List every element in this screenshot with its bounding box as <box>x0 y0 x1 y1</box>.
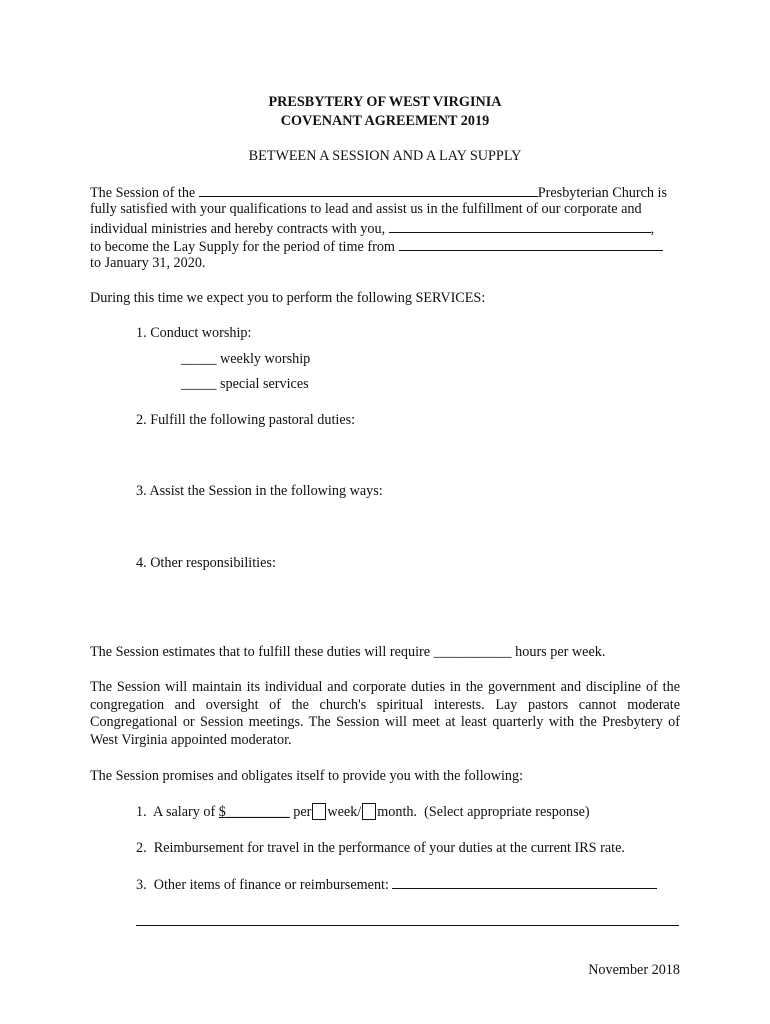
hours-line <box>90 644 605 661</box>
promise-item-3 <box>136 875 657 894</box>
hours-blank[interactable]: ___________ <box>433 644 512 660</box>
month-checkbox[interactable] <box>362 803 376 820</box>
promise-1-number: 1. <box>136 804 147 820</box>
services-item-2: 2. Fulfill the following pastoral duties: <box>136 412 356 428</box>
other-items-continuation-line[interactable] <box>136 925 679 926</box>
select-response-note: (Select appropriate response) <box>424 804 590 820</box>
services-item-1: 1. Conduct worship: <box>136 325 252 341</box>
week-label: week/ <box>327 804 362 820</box>
special-services-row <box>181 376 309 393</box>
document-org-heading: PRESBYTERY OF WEST VIRGINIA <box>268 94 502 110</box>
intro-line-1 <box>90 183 667 202</box>
intro-line-3 <box>90 219 654 238</box>
intro-session-label: The Session of the <box>90 185 196 201</box>
salary-amount-blank[interactable] <box>219 804 290 820</box>
intro-period-label: to become the Lay Supply for the period of time from <box>90 239 395 255</box>
salary-label: A salary of <box>152 804 216 820</box>
intro-comma: , <box>650 221 655 237</box>
other-items-blank[interactable] <box>392 875 657 889</box>
promise-item-1 <box>136 803 590 821</box>
footer-date: November 2018 <box>588 962 680 978</box>
travel-reimbursement-text: Reimbursement for travel in the performance of your duties at the current IRS rate. <box>153 840 625 856</box>
dollar-sign: $ <box>218 804 226 820</box>
promise-item-2 <box>136 840 625 857</box>
week-checkbox[interactable] <box>312 803 326 820</box>
intro-church-label: Presbyterian Church is <box>537 185 668 201</box>
document-title: COVENANT AGREEMENT 2019 <box>280 113 490 129</box>
weekly-worship-blank[interactable]: _____ <box>181 351 217 367</box>
document-subtitle: BETWEEN A SESSION AND A LAY SUPPLY <box>248 148 522 164</box>
intro-line-2: fully satisfied with your qualifications to lead and assist us in the fulfillment of our corporate and <box>90 201 642 217</box>
hours-label: The Session estimates that to fulfill these duties will require <box>90 644 431 660</box>
salary-blank-underscores: _________ <box>225 804 290 820</box>
services-intro: During this time we expect you to perform the following SERVICES: <box>90 290 486 306</box>
intro-line-5: to January 31, 2020. <box>90 255 206 271</box>
promise-2-number: 2. <box>136 840 147 856</box>
weekly-worship-label: weekly worship <box>220 351 311 367</box>
other-items-label: Other items of finance or reimbursement: <box>153 877 389 893</box>
weekly-worship-row <box>181 351 310 368</box>
church-name-blank[interactable] <box>199 183 538 197</box>
month-label: month. <box>377 804 418 820</box>
intro-contract-label: individual ministries and hereby contracts with you, <box>90 221 386 237</box>
start-date-blank[interactable] <box>399 237 663 251</box>
hours-unit-label: hours per week. <box>515 644 606 660</box>
intro-line-4 <box>90 237 663 256</box>
services-item-4: 4. Other responsibilities: <box>136 555 276 571</box>
special-services-label: special services <box>220 376 309 392</box>
per-label: per <box>293 804 312 820</box>
promise-3-number: 3. <box>136 877 147 893</box>
services-item-3: 3. Assist the Session in the following ways: <box>136 483 383 499</box>
lay-supply-name-blank[interactable] <box>389 219 651 233</box>
promises-intro: The Session promises and obligates itself to provide you with the following: <box>90 768 524 784</box>
special-services-blank[interactable]: _____ <box>181 376 217 392</box>
session-duties-paragraph: The Session will maintain its individual and corporate duties in the government and discipline of the congregation and oversight of the church's spiritual interests. Lay pastors cannot moderate Congregational or Session meetings. The Session will meet at least quarterly with the Presbytery of West Virginia appointed moderator. <box>90 679 680 748</box>
